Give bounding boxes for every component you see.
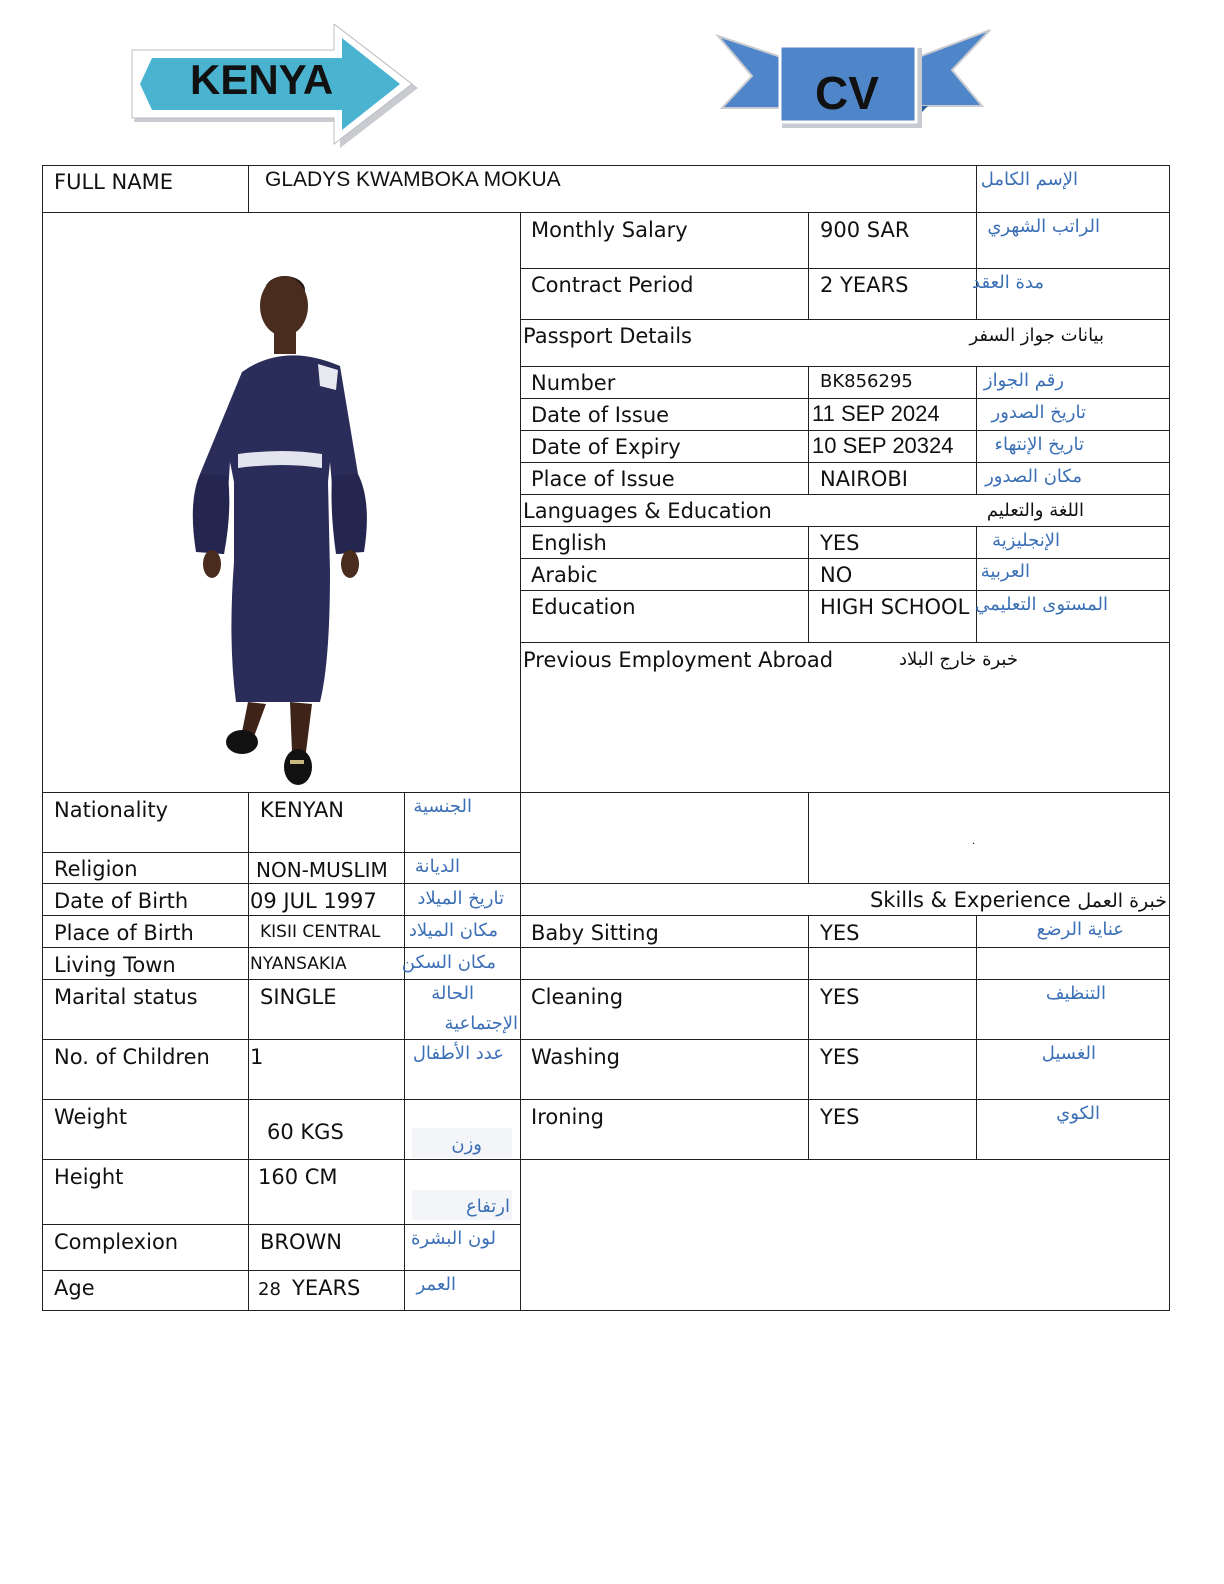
english-value: YES: [820, 531, 860, 555]
age-unit: YEARS: [292, 1276, 361, 1300]
date-of-expiry-value: 10 SEP 20324: [812, 433, 954, 458]
age-number: 28: [258, 1279, 281, 1300]
pob-label-ar: مكان الميلاد: [408, 920, 498, 941]
date-of-issue-label-ar: تاريخ الصدور: [991, 402, 1086, 423]
weight-value: 60 KGS: [267, 1120, 344, 1144]
children-label-ar: عدد الأطفال: [412, 1043, 504, 1064]
contract-label-ar: مدة العقد: [972, 272, 1044, 293]
full-name-value: GLADYS KWAMBOKA MOKUA: [265, 168, 561, 191]
height-value: 160 CM: [258, 1165, 338, 1189]
washing-label: Washing: [531, 1045, 621, 1069]
living-town-value: NYANSAKIA: [250, 954, 347, 974]
date-of-expiry-label: Date of Expiry: [531, 435, 681, 459]
languages-title-ar: اللغة والتعليم: [986, 500, 1084, 521]
pob-label: Place of Birth: [54, 921, 194, 945]
age-label-ar: العمر: [416, 1274, 456, 1295]
full-name-label: FULL NAME: [54, 170, 173, 194]
living-town-label-ar: مكان السكن: [401, 952, 496, 973]
religion-value: NON-MUSLIM: [256, 858, 388, 882]
nationality-value: KENYAN: [260, 798, 345, 822]
marital-value: SINGLE: [260, 985, 337, 1009]
children-label: No. of Children: [54, 1045, 210, 1069]
passport-number-value: BK856295: [820, 371, 913, 392]
skills-title: [870, 888, 1167, 912]
full-name-label-ar: الإسم الكامل: [980, 169, 1078, 190]
arabic-label-ar: العربية: [980, 561, 1030, 582]
age-value: [258, 1276, 360, 1300]
ironing-value: YES: [820, 1105, 860, 1129]
candidate-photo: [180, 262, 380, 792]
baby-sitting-label: Baby Sitting: [531, 921, 659, 945]
complexion-label-ar: لون البشرة: [410, 1228, 496, 1249]
baby-sitting-label-ar: عناية الرضع: [1036, 919, 1124, 940]
weight-label: Weight: [54, 1105, 128, 1129]
dob-label: Date of Birth: [54, 889, 189, 913]
marital-label-ar-1: الحالة: [431, 983, 474, 1004]
passport-title-ar: بيانات جواز السفر: [969, 325, 1104, 346]
contract-value: 2 YEARS: [820, 273, 909, 297]
place-of-issue-value: NAIROBI: [820, 467, 908, 491]
cleaning-value: YES: [820, 985, 860, 1009]
height-label-ar: ارتفاع: [465, 1196, 510, 1217]
marital-label-ar-2: الإجتماعية: [444, 1013, 518, 1034]
weight-label-ar: وزن: [451, 1134, 482, 1155]
dob-label-ar: تاريخ الميلاد: [417, 888, 504, 909]
country-title: KENYA: [190, 56, 334, 103]
marital-label: Marital status: [54, 985, 198, 1009]
place-of-issue-label: Place of Issue: [531, 467, 675, 491]
nationality-label-ar: الجنسية: [413, 796, 472, 817]
washing-value: YES: [820, 1045, 860, 1069]
english-label-ar: الإنجليزية: [992, 530, 1060, 551]
education-label-ar: المستوى التعليمي: [975, 594, 1108, 615]
employment-title: Previous Employment Abroad: [523, 648, 834, 672]
place-of-issue-label-ar: مكان الصدور: [985, 466, 1082, 487]
date-of-issue-value: 11 SEP 2024: [812, 401, 940, 426]
ironing-label-ar: الكوي: [1056, 1103, 1100, 1124]
date-of-issue-label: Date of Issue: [531, 403, 670, 427]
employment-title-ar: خبرة خارج البلاد: [899, 649, 1018, 670]
education-value: HIGH SCHOOL: [820, 595, 970, 619]
height-label: Height: [54, 1165, 124, 1189]
religion-label: Religion: [54, 857, 138, 881]
skills-title-ar: خبرة العمل: [1077, 890, 1167, 912]
baby-sitting-value: YES: [820, 921, 860, 945]
cleaning-label: Cleaning: [531, 985, 624, 1009]
english-label: English: [531, 531, 607, 555]
passport-number-label: Number: [531, 371, 616, 395]
dob-value: 09 JUL 1997: [250, 889, 377, 913]
arabic-value: NO: [820, 563, 853, 587]
passport-title: Passport Details: [523, 324, 692, 348]
empty-cell-dot: .: [972, 836, 976, 847]
nationality-label: Nationality: [54, 798, 169, 822]
salary-label-ar: الراتب الشهري: [987, 216, 1100, 237]
complexion-label: Complexion: [54, 1230, 179, 1254]
complexion-value: BROWN: [260, 1230, 343, 1254]
age-label: Age: [54, 1276, 95, 1300]
washing-label-ar: الغسيل: [1041, 1043, 1096, 1064]
cleaning-label-ar: التنظيف: [1045, 983, 1106, 1004]
languages-title: Languages & Education: [523, 499, 772, 523]
contract-label: Contract Period: [531, 273, 694, 297]
arabic-label: Arabic: [531, 563, 598, 587]
education-label: Education: [531, 595, 636, 619]
salary-label: Monthly Salary: [531, 218, 688, 242]
date-of-expiry-label-ar: تاريخ الإنتهاء: [994, 434, 1084, 455]
pob-value: KISII CENTRAL: [260, 922, 381, 942]
children-value: 1: [250, 1045, 264, 1069]
religion-label-ar: الديانة: [414, 856, 460, 877]
ironing-label: Ironing: [531, 1105, 604, 1129]
living-town-label: Living Town: [54, 953, 176, 977]
salary-value: 900 SAR: [820, 218, 910, 242]
passport-number-label-ar: رقم الجواز: [983, 370, 1064, 391]
cv-title: CV: [815, 67, 879, 119]
skills-title-en: Skills & Experience: [869, 888, 1071, 912]
